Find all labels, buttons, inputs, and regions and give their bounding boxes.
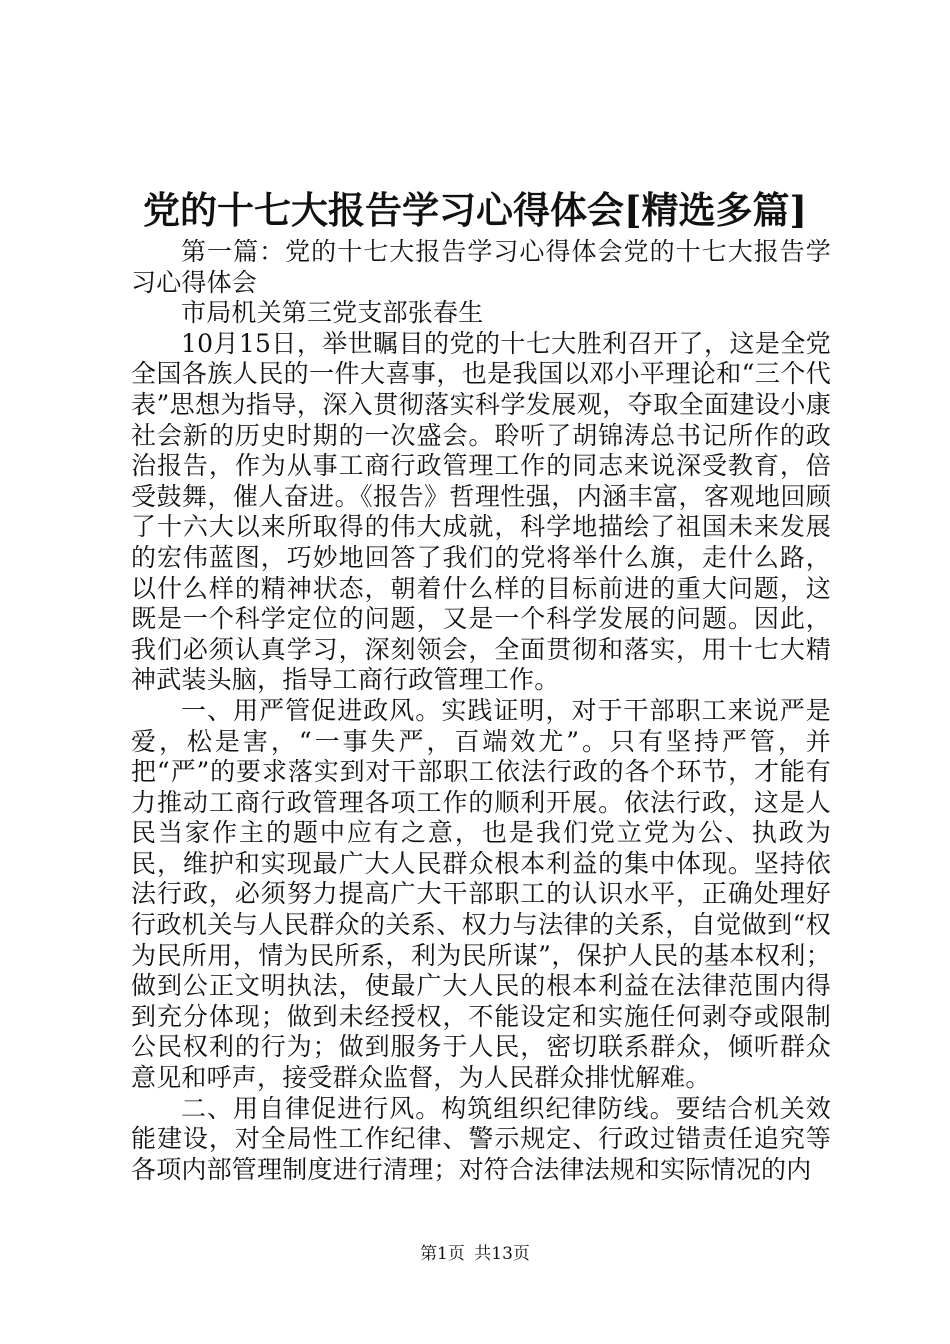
- paragraph-section-one: 一、用严管促进政风。实践证明，对于干部职工来说严是爱，松是害，“一事失严，百端效尤”。只有坚持严管，并把“严”的要求落实到对干部职工依法行政的各个环节，才能有力推动工商行政管理各项工作的顺利开展。依法行政，这是人民当家作主的题中应有之意，也是我们党立党为公、执政为民，维护和实现最广大人民群众根本利益的集中体现。坚持依法行政，必须努力提高广大干部职工的认识水平，正确处理好行政机关与人民群众的关系、权力与法律的关系，自觉做到“权为民所用，情为民所系，利为民所谋”，保护人民的基本权利；做到公正文明执法，使最广大人民的根本利益在法律范围内得到充分体现；做到未经授权，不能设定和实施任何剥夺或限制公民权利的行为；做到服务于人民，密切联系群众，倾听群众意见和呼声，接受群众监督，为人民群众排忧解难。: [131, 695, 831, 1093]
- paragraph-section-two: 二、用自律促进行风。构筑组织纪律防线。要结合机关效能建设，对全局性工作纪律、警示规定、行政过错责任追究等各项内部管理制度进行清理；对符合法律法规和实际情况的内: [131, 1093, 831, 1184]
- document-body: [131, 237, 831, 1185]
- paragraph-intro: 10月15日，举世瞩目的党的十七大胜利召开了，这是全党全国各族人民的一件大喜事，也是我国以邓小平理论和“三个代表”思想为指导，深入贯彻落实科学发展观，夺取全面建设小康社会新的历史时期的一次盛会。聆听了胡锦涛总书记所作的政治报告，作为从事工商行政管理工作的同志来说深受教育，倍受鼓舞，催人奋进。《报告》哲理性强，内涵丰富，客观地回顾了十六大以来所取得的伟大成就，科学地描绘了祖国未来发展的宏伟蓝图，巧妙地回答了我们的党将举什么旗，走什么路，以什么样的精神状态，朝着什么样的目标前进的重大问题，这既是一个科学定位的问题，又是一个科学发展的问题。因此，我们必须认真学习，深刻领会，全面贯彻和落实，用十七大精神武装头脑，指导工商行政管理工作。: [131, 328, 831, 695]
- paragraph-author: 市局机关第三党支部张春生: [181, 298, 484, 328]
- paragraph-chapter-heading: 第一篇：党的十七大报告学习心得体会党的十七大报告学习心得体会: [131, 237, 831, 297]
- page-footer: [0, 1243, 950, 1265]
- page-total: 共13页: [474, 1244, 530, 1264]
- page-number: 第1页: [420, 1244, 465, 1264]
- document-title: 党的十七大报告学习心得体会[精选多篇]: [142, 188, 807, 232]
